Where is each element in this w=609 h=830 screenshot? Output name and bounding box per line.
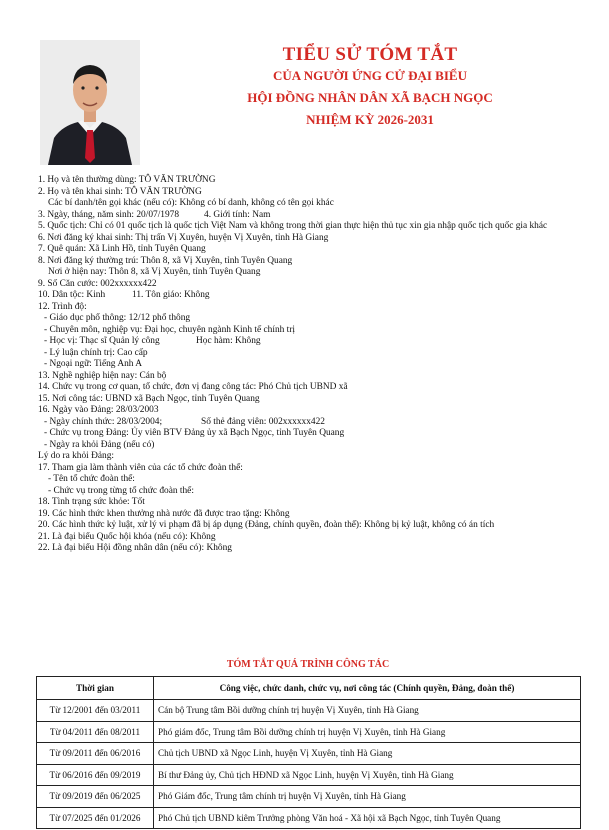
info-specialization: - Chuyên môn, nghiệp vụ: Đại học, chuyên ngành Kinh tế chính trị	[44, 324, 295, 335]
info-health: 18. Tình trạng sức khỏe: Tốt	[38, 497, 145, 507]
table-row	[37, 743, 581, 765]
info-organizations: 17. Tham gia làm thành viên của các tổ chức đoàn thể:	[38, 462, 243, 473]
info-party-official	[38, 417, 583, 429]
cell-description: Chủ tịch UBND xã Ngọc Linh, huyện Vị Xuyên, tỉnh Hà Giang	[154, 743, 581, 765]
work-history-title: TÓM TẮT QUÁ TRÌNH CÔNG TÁC	[226, 659, 390, 670]
info-nationality: 5. Quốc tịch: Chỉ có 01 quốc tịch là quốc tịch Việt Nam và không trong thời gian thực hiện thủ tục xin gia nhập quốc tịch quốc gia khác	[38, 221, 548, 231]
info-discipline: 20. Các hình thức kỷ luật, xử lý vi phạm đã bị áp dụng (Đảng, chính quyền, đoàn thể): Không bị kỷ luật, không có án tích	[38, 520, 495, 530]
info-dob: 3. Ngày, tháng, năm sinh: 20/07/1978	[38, 209, 180, 220]
info-hometown: 7. Quê quán: Xã Linh Hồ, tỉnh Tuyên Quang	[38, 244, 206, 254]
info-peoples-council: 22. Là đại biểu Hội đồng nhân dân (nếu có): Không	[38, 543, 232, 553]
info-common-name: 1. Họ và tên thường dùng: TÔ VĂN TRƯỜNG	[38, 175, 216, 185]
info-party-join-date: 16. Ngày vào Đảng: 28/03/2003	[38, 405, 159, 415]
info-academic-title: Học hàm: Không	[196, 336, 261, 346]
cell-time: Từ 09/2019 đến 06/2025	[37, 786, 154, 808]
cell-time: Từ 09/2011 đến 06/2016	[37, 743, 154, 765]
info-foreign-language: - Ngoại ngữ: Tiếng Anh A	[44, 359, 143, 369]
table-header-row	[37, 677, 581, 700]
cell-description: Bí thư Đảng ủy, Chủ tịch HĐND xã Ngọc Linh, huyện Vị Xuyên, tỉnh Hà Giang	[154, 764, 581, 786]
info-party-card: Số thẻ đảng viên: 002xxxxxx422	[201, 416, 325, 427]
subtitle-term: NHIỆM KỲ 2026-2031	[306, 112, 434, 127]
info-ethnicity-religion	[38, 290, 583, 302]
info-party-leave-reason: Lý do ra khỏi Đảng:	[38, 451, 115, 461]
cell-description: Phó Giám đốc, Trung tâm chính trị huyện Vị Xuyên, tỉnh Hà Giang	[154, 786, 581, 808]
info-general-education: - Giáo dục phổ thông: 12/12 phổ thông	[44, 313, 191, 323]
info-position: 14. Chức vụ trong cơ quan, tổ chức, đơn vị đang công tác: Phó Chủ tịch UBND xã	[38, 382, 348, 392]
info-party-leave-date: - Ngày ra khỏi Đảng (nếu có)	[44, 439, 155, 450]
cell-time: Từ 04/2011 đến 08/2011	[37, 721, 154, 743]
info-birth-name: 2. Họ và tên khai sinh: TÔ VĂN TRƯỜNG	[38, 186, 202, 197]
work-history-table	[36, 676, 581, 829]
table-row	[37, 807, 581, 829]
info-awards: 19. Các hình thức khen thưởng nhà nước đã được trao tặng: Không	[38, 508, 290, 519]
info-official-date: - Ngày chính thức: 28/03/2004;	[44, 416, 163, 427]
column-header-time: Thời gian	[37, 677, 154, 700]
info-workplace: 15. Nơi công tác: UBND xã Bạch Ngọc, tỉnh Tuyên Quang	[38, 393, 260, 404]
info-occupation: 13. Nghề nghiệp hiện nay: Cán bộ	[38, 370, 167, 381]
candidate-photo	[40, 40, 140, 165]
personal-info	[38, 175, 583, 555]
cell-time: Từ 12/2001 đến 03/2011	[37, 700, 154, 722]
info-degree	[38, 336, 583, 348]
cell-time: Từ 06/2016 đến 09/2019	[37, 764, 154, 786]
info-academic-degree: - Học vị: Thạc sĩ Quản lý công	[44, 336, 160, 346]
info-political-theory: - Lý luận chính trị: Cao cấp	[44, 347, 148, 358]
table-row	[37, 764, 581, 786]
info-organization-role: - Chức vụ trong từng tổ chức đoàn thể:	[48, 485, 194, 496]
info-religion: 11. Tôn giáo: Không	[132, 290, 210, 300]
info-birth-registration: 6. Nơi đăng ký khai sinh: Thị trấn Vị Xuyên, huyện Vị Xuyên, tỉnh Hà Giang	[38, 232, 329, 243]
cell-description: Phó Chủ tịch UBND kiêm Trưởng phòng Văn hoá - Xã hội xã Bạch Ngọc, tỉnh Tuyên Quang	[154, 807, 581, 829]
info-national-assembly: 21. Là đại biểu Quốc hội khóa (nếu có): Không	[38, 531, 216, 542]
table-row	[37, 700, 581, 722]
info-id-number: 9. Số Căn cước: 002xxxxxx422	[38, 278, 157, 289]
column-header-description: Công việc, chức danh, chức vụ, nơi công tác (Chính quyền, Đảng, đoàn thể)	[154, 677, 581, 700]
table-row	[37, 786, 581, 808]
info-current-residence: Nơi ở hiện nay: Thôn 8, xã Vị Xuyên, tỉnh Tuyên Quang	[48, 267, 261, 277]
portrait-image	[40, 40, 140, 165]
document-title: TIỂU SỬ TÓM TẮT	[282, 44, 458, 65]
info-permanent-residence: 8. Nơi đăng ký thường trú: Thôn 8, xã Vị Xuyên, tỉnh Tuyên Quang	[38, 255, 293, 266]
info-organization-name: - Tên tổ chức đoàn thể:	[48, 474, 135, 484]
subtitle-candidate: CỦA NGƯỜI ỨNG CỬ ĐẠI BIỂU	[273, 68, 467, 83]
cell-description: Cán bộ Trung tâm Bồi dưỡng chính trị huyện Vị Xuyên, tỉnh Hà Giang	[154, 700, 581, 722]
cell-description: Phó giám đốc, Trung tâm Bồi dưỡng chính trị huyện Vị Xuyên, tỉnh Hà Giang	[154, 721, 581, 743]
info-party-position: - Chức vụ trong Đảng: Ủy viên BTV Đảng ủy xã Bạch Ngọc, tỉnh Tuyên Quang	[44, 428, 345, 438]
cell-time: Từ 07/2025 đến 01/2026	[37, 807, 154, 829]
subtitle-council: HỘI ĐỒNG NHÂN DÂN XÃ BẠCH NGỌC	[247, 90, 493, 105]
info-education-heading: 12. Trình độ:	[38, 301, 87, 312]
info-gender: 4. Giới tính: Nam	[204, 209, 271, 220]
info-ethnicity: 10. Dân tộc: Kinh	[38, 290, 106, 300]
info-dob-gender	[38, 210, 583, 222]
info-aliases: Các bí danh/tên gọi khác (nếu có): Không có bí danh, không có tên gọi khác	[48, 198, 334, 208]
table-row	[37, 721, 581, 743]
